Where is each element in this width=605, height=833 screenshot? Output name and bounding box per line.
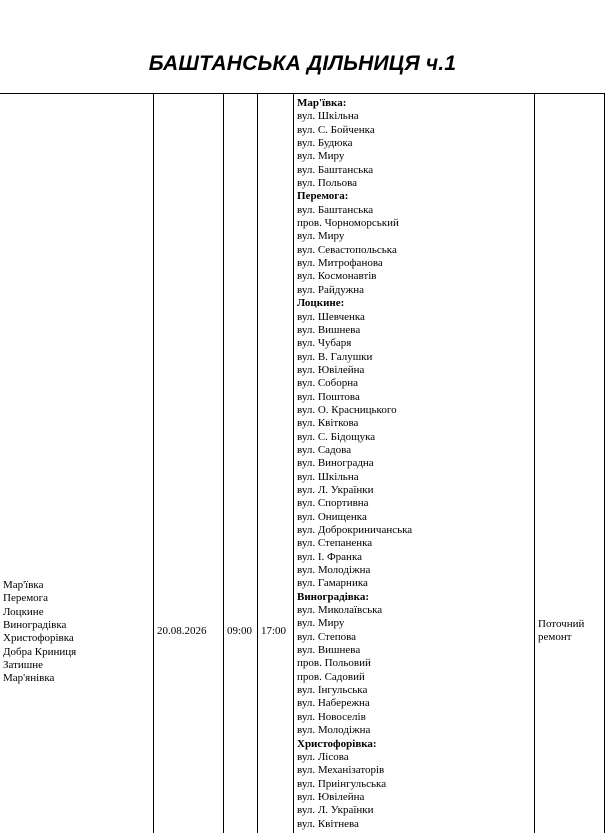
street-item: вул. Чубаря [297,337,352,350]
street-item: пров. Садовий [297,670,365,683]
street-item: вул. Миру [297,617,345,630]
street-item: вул. Баштанська [297,203,374,216]
street-item: вул. Вишнева [297,644,361,657]
street-item: вул. Поштова [297,390,360,403]
settlement-name: Добра Криниця [3,645,77,658]
settlement-name: Мар'ївка [3,579,44,591]
street-item: вул. Миколаївська [297,604,383,617]
page-title: БАШТАНСЬКА ДІЛЬНИЦЯ ч.1 [148,52,457,75]
street-item: вул. Лісова [297,750,349,763]
street-item: вул. Новоселів [297,710,366,723]
settlement-group-heading: Христофорівка: [297,737,377,750]
column-divider [153,93,154,833]
street-item: вул. Райдужна [297,283,365,296]
street-item: вул. Миру [297,150,345,163]
street-item: вул. Л. Українки [297,483,374,496]
street-item: вул. Молодіжна [297,724,371,737]
settlements-cell [3,579,76,686]
street-item: вул. Шкільна [297,110,359,123]
street-item: вул. Вишнева [297,323,361,336]
street-item: вул. Приінгульська [297,777,387,790]
street-item: вул. Виноградна [297,457,374,470]
column-divider [534,93,535,833]
street-item: вул. Інгульська [297,684,368,697]
street-item: пров. Чорноморський [297,217,399,230]
settlement-name: Мар'янівка [3,672,55,685]
settlement-name: Лоцкине [3,605,44,618]
street-item: вул. І. Франка [297,550,363,563]
street-item: вул. Соборна [297,377,359,390]
street-item: вул. Квіткова [297,417,359,430]
street-item: вул. О. Красницького [297,403,397,416]
street-item: пров. Польовий [297,657,371,670]
street-item: вул. Ювілейна [297,363,365,376]
settlement-name: Перемога [3,592,49,605]
column-divider [223,93,224,833]
remark-line: Поточний [538,618,585,630]
table-top-border [0,93,605,94]
time-to-cell: 17:00 [261,625,287,637]
street-item: вул. Гамарника [297,577,368,590]
settlement-name: Затишне [3,659,44,672]
street-item: вул. Набережна [297,697,370,710]
street-item: вул. Доброкриничанська [297,524,413,536]
street-item: вул. Онищенка [297,510,367,523]
street-item: вул. Баштанська [297,163,374,176]
outage-table [0,93,605,833]
column-divider [257,93,258,833]
settlement-group-heading: Виноградівка: [297,590,370,603]
street-item: вул. Механізаторів [297,764,385,777]
street-item: вул. Молодіжна [297,564,371,577]
street-item: вул. Шевченка [297,310,365,323]
street-item: вул. Садова [297,443,352,456]
street-item: вул. Шкільна [297,470,359,483]
streets-cell [297,97,412,831]
street-item: вул. Космонавтів [297,270,377,283]
street-item: вул. Митрофанова [297,257,383,270]
column-divider [293,93,294,833]
street-item: вул. Миру [297,230,345,243]
remark-line: ремонт [538,631,572,644]
street-item: вул. Квітнева [297,817,359,830]
street-item: вул. С. Бойченка [297,123,375,136]
settlement-group-heading: Лоцкине: [297,297,345,310]
street-item: вул. С. Бідощука [297,430,376,443]
street-item: вул. В. Галушки [297,350,373,363]
street-item: вул. Польова [297,177,358,190]
settlement-group-heading: Мар'ївка: [297,97,347,109]
street-item: вул. Севастопольська [297,243,397,256]
remark-cell [538,618,584,645]
street-item: вул. Ювілейна [297,790,365,803]
street-item: вул. Степаненка [297,537,373,550]
settlement-name: Виноградівка [3,619,67,632]
settlement-name: Христофорівка [3,632,74,645]
street-item: вул. Будюка [297,137,353,150]
settlement-group-heading: Перемога: [297,190,349,203]
time-from-cell: 09:00 [227,625,253,637]
street-item: вул. Спортивна [297,497,369,510]
street-item: вул. Л. Українки [297,804,374,817]
street-item: вул. Степова [297,630,357,643]
date-cell: 20.08.2026 [157,625,207,637]
